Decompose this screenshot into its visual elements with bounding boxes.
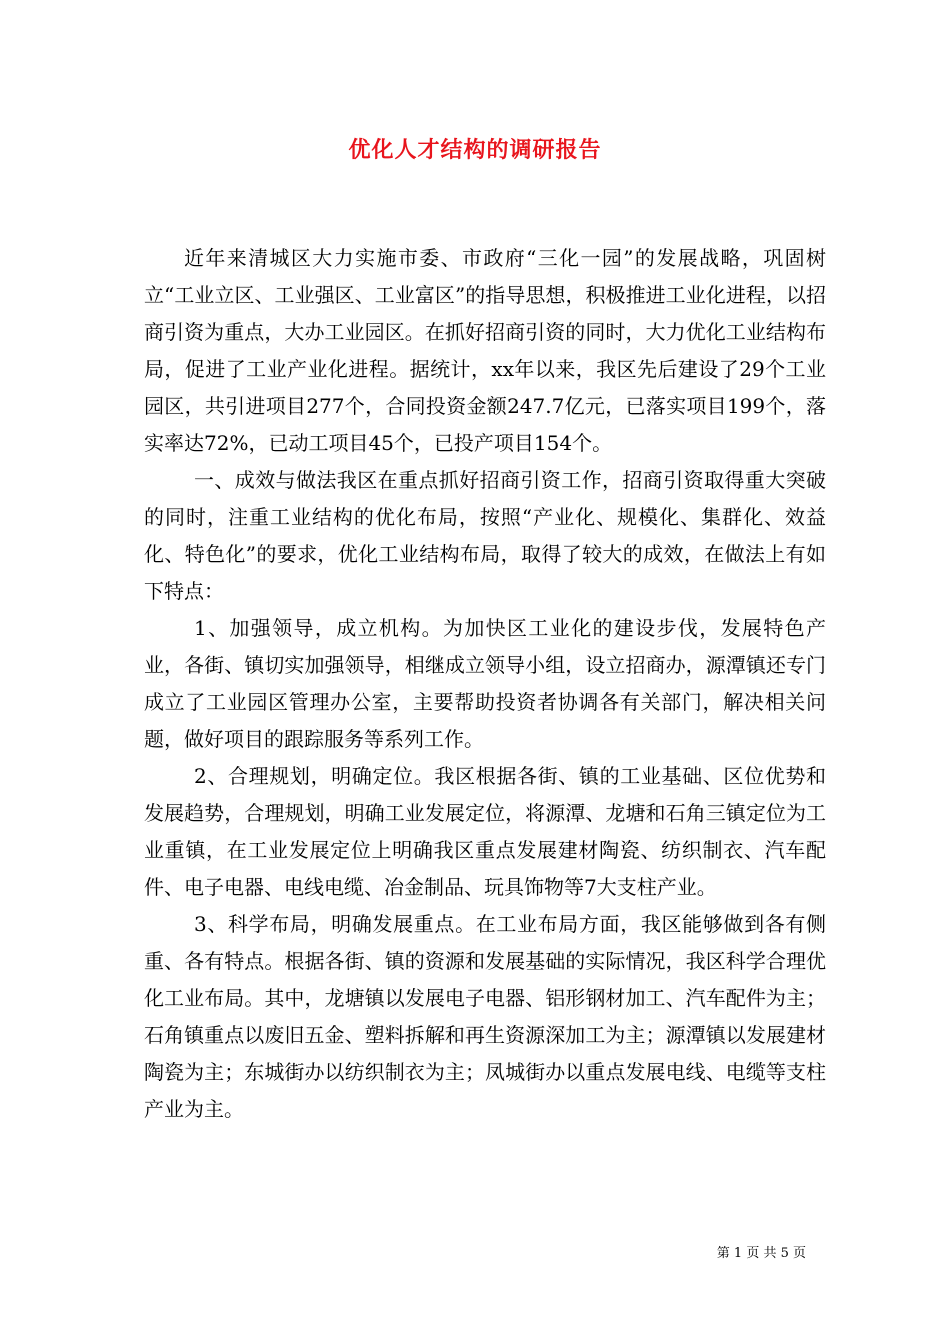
document-title: 优化人才结构的调研报告 — [348, 137, 602, 163]
page-number-footer: 第 1 页 共 5 页 — [716, 1246, 806, 1261]
document-body — [144, 240, 826, 1128]
paragraph-point-1: 1、加强领导，成立机构。为加快区工业化的建设步伐，发展特色产业，各街、镇切实加强领导，相继成立领导小组，设立招商办，源潭镇还专门成立了工业园区管理办公室，主要帮助投资者协调各有关部门，解决相关问题，做好项目的跟踪服务等系列工作。 — [144, 616, 826, 751]
paragraph-section-1: 一、成效与做法我区在重点抓好招商引资工作，招商引资取得重大突破的同时，注重工业结构的优化布局，按照“产业化、规模化、集群化、效益化、特色化”的要求，优化工业结构布局，取得了较大的成效，在做法上有如下特点： — [144, 468, 826, 603]
paragraph-point-2: 2、合理规划，明确定位。我区根据各街、镇的工业基础、区位优势和发展趋势，合理规划，明确工业发展定位，将源潭、龙塘和石角三镇定位为工业重镇，在工业发展定位上明确我区重点发展建材陶瓷、纺织制衣、汽车配件、电子电器、电线电缆、冶金制品、玩具饰物等7大支柱产业。 — [144, 764, 826, 899]
paragraph-intro: 近年来清城区大力实施市委、市政府“三化一园”的发展战略，巩固树立“工业立区、工业强区、工业富区”的指导思想，积极推进工业化进程，以招商引资为重点，大办工业园区。在抓好招商引资的同时，大力优化工业结构布局，促进了工业产业化进程。据统计，xx年以来，我区先后建设了29个工业园区，共引进项目277个，合同投资金额247.7亿元，已落实项目199个，落实率达72%，已动工项目45个，已投产项目154个。 — [144, 246, 826, 455]
paragraph-point-3: 3、科学布局，明确发展重点。在工业布局方面，我区能够做到各有侧重、各有特点。根据各街、镇的资源和发展基础的实际情况，我区科学合理优化工业布局。其中，龙塘镇以发展电子电器、铝形钢材加工、汽车配件为主；石角镇重点以废旧五金、塑料拆解和再生资源深加工为主；源潭镇以发展建材陶瓷为主；东城街办以纺织制衣为主；凤城街办以重点发展电线、电缆等支柱产业为主。 — [144, 912, 826, 1121]
